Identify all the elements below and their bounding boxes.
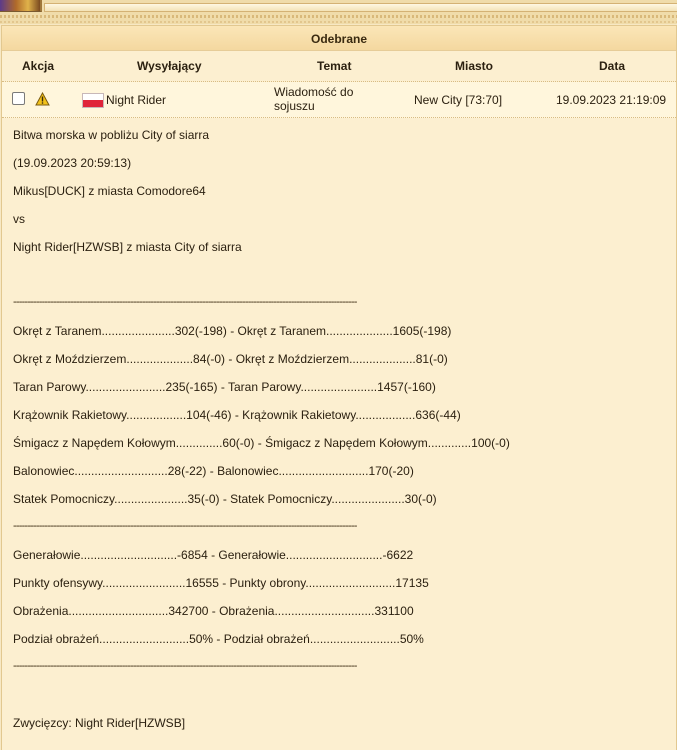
top-bar xyxy=(44,3,677,12)
top-strip xyxy=(0,0,677,24)
report-line: Okręt z Moździerzem....................84(-0) - Okręt z Moździerzem....................81(-0) xyxy=(13,352,448,366)
message-row[interactable] xyxy=(2,82,676,118)
column-city: Miasto xyxy=(455,59,494,73)
report-line: Night Rider[HZWSB] z miasta City of siarra xyxy=(13,240,242,254)
report-line: Statek Pomocniczy......................35(-0) - Statek Pomocniczy......................30(-0) xyxy=(13,492,437,506)
report-line: Okręt z Taranem......................302(-198) - Okręt z Taranem....................1605(-198) xyxy=(13,324,452,338)
separator-line: ------------------------------------------------------------------------------------------------------------------------ xyxy=(13,296,357,308)
column-date: Data xyxy=(599,59,626,73)
column-header-row xyxy=(2,51,676,82)
select-checkbox[interactable] xyxy=(12,92,25,105)
report-line: Śmigacz z Napędem Kołowym..............60(-0) - Śmigacz z Napędem Kołowym.............100(-0) xyxy=(13,436,510,450)
separator-line: ------------------------------------------------------------------------------------------------------------------------ xyxy=(13,520,357,532)
report-line: Generałowie.............................-6854 - Generałowie.............................-6622 xyxy=(13,548,414,562)
report-line: Podział obrażeń...........................50% - Podział obrażeń...........................50% xyxy=(13,632,424,646)
column-action: Akcja xyxy=(22,59,55,73)
report-line: Balonowiec............................28(-22) - Balonowiec...........................170(-20) xyxy=(13,464,414,478)
sender-name[interactable]: Night Rider xyxy=(106,93,167,107)
report-line: vs xyxy=(13,212,25,226)
report-line: (19.09.2023 20:59:13) xyxy=(13,156,132,170)
inbox-panel xyxy=(1,25,677,750)
report-line: Zwycięzcy: Night Rider[HZWSB] xyxy=(13,716,186,730)
column-subject: Temat xyxy=(317,59,352,73)
panel-title: Odebrane xyxy=(2,26,676,51)
dotted-divider xyxy=(0,15,677,18)
warning-icon[interactable] xyxy=(35,92,50,106)
message-subject[interactable]: Wiadomość do sojuszu xyxy=(274,85,354,113)
separator-line: ------------------------------------------------------------------------------------------------------------------------ xyxy=(13,660,357,672)
report-line: Krążownik Rakietowy..................104(-46) - Krążownik Rakietowy..................636(-44) xyxy=(13,408,461,422)
message-date: 19.09.2023 21:19:09 xyxy=(556,93,667,107)
report-line: Bitwa morska w pobliżu City of siarra xyxy=(13,128,210,142)
sender-city: New City [73:70] xyxy=(414,93,503,107)
report-line: Obrażenia..............................342700 - Obrażenia..............................331100 xyxy=(13,604,414,618)
report-line: Mikus[DUCK] z miasta Comodore64 xyxy=(13,184,206,198)
poland-flag-icon xyxy=(82,93,104,108)
report-line: Punkty ofensywy.........................16555 - Punkty obrony...........................17135 xyxy=(13,576,429,590)
column-sender: Wysyłający xyxy=(137,59,202,73)
report-line: Taran Parowy........................235(-165) - Taran Parowy.......................1457(-160) xyxy=(13,380,436,394)
dotted-divider xyxy=(0,21,677,23)
avatar[interactable] xyxy=(0,0,42,12)
